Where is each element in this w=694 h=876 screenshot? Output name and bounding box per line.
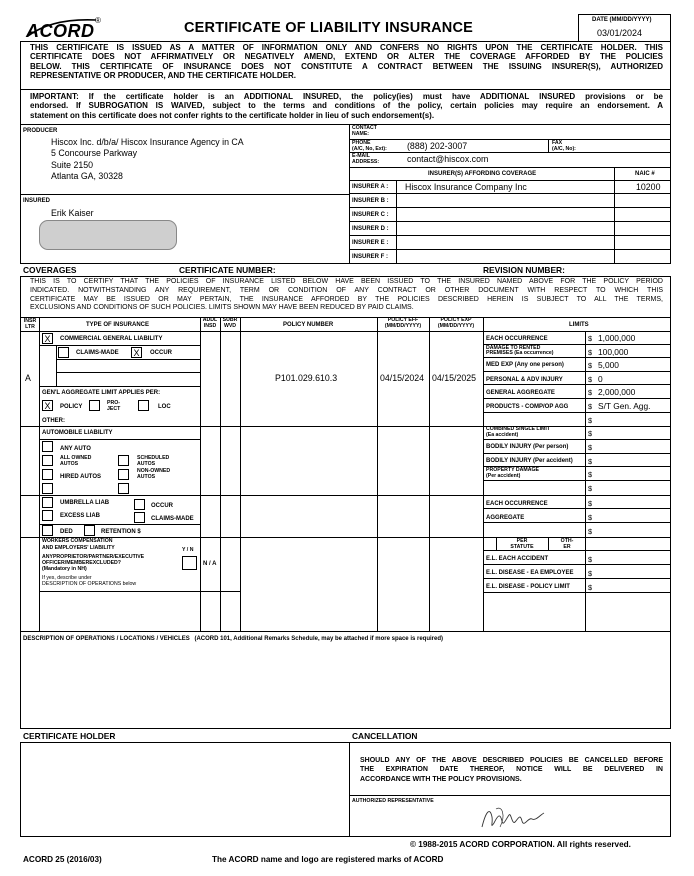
- umbrella-occur-label: OCCUR: [151, 503, 173, 509]
- date-label: DATE (MM/DD/YYYY): [592, 17, 652, 23]
- col-subr-wvd: SUBR WVD: [222, 317, 238, 329]
- acord-logo-text: ACORD: [26, 21, 95, 41]
- ded-label: DED: [60, 529, 73, 535]
- contact-phone-value: (888) 202-3007: [407, 141, 468, 151]
- gl-policy-eff: 04/15/2024: [380, 373, 425, 383]
- limit-personal-adv: PERSONAL & ADV INJURY $ 0: [483, 372, 671, 386]
- other-label: OTHER:: [42, 418, 65, 424]
- workers-describe-note: If yes, describe under DESCRIPTION OF OPERATIONS below: [42, 575, 137, 587]
- col-policy-number: POLICY NUMBER: [283, 322, 334, 328]
- gl-limits: [483, 331, 671, 426]
- claims-made-checkbox[interactable]: [58, 347, 69, 358]
- all-owned-checkbox[interactable]: [42, 455, 53, 466]
- description-box: [20, 631, 671, 729]
- cgl-checkbox[interactable]: X: [42, 333, 53, 344]
- col-policy-eff: POLICY EFF (MM/DD/YYYY): [384, 317, 422, 329]
- cancellation-text: SHOULD ANY OF THE ABOVE DESCRIBED POLICIES BE CANCELLED BEFORE THE EXPIRATION DATE THEREOF, NOTICE WILL BE DELIVERED IN ACCORDANCE WITH THE POLICY PROVISIONS.: [360, 757, 663, 783]
- hired-autos-label: HIRED AUTOS: [60, 474, 102, 480]
- policy-label: POLICY: [60, 404, 83, 410]
- limit-damage-rented: DAMAGE TO RENTED PREMISES (Ea occurrence) $ 100,000: [483, 345, 671, 359]
- insured-label: INSURED: [23, 198, 51, 204]
- insurer-row-e: INSURER E :: [349, 236, 671, 250]
- col-addl-insd: ADDL INSD: [202, 317, 218, 329]
- workers-excluded-checkbox[interactable]: [182, 556, 197, 570]
- scheduled-checkbox[interactable]: [118, 455, 129, 466]
- notice-text: THIS CERTIFICATE IS ISSUED AS A MATTER OF INFORMATION ONLY AND CONFERS NO RIGHTS UPON THE CERTIFICATE HOLDER. THIS CERTIFICATE DOES NOT AFFIRMATIVELY OR NEGATIVELY AMEND, EXTEND OR ALTER THE COVERAGE AFFORDED BY THE POLICIES BELOW. THIS CERTIFICATE OF INSURANCE DOES NOT CONSTITUTE A CONTRACT BETWEEN THE ISSUING INSURER(S), AUTHORIZED REPRESENTATIVE OR PRODUCER, AND THE CERTIFICATE HOLDER.: [30, 43, 663, 81]
- limit-umbrella-aggregate: AGGREGATE $: [483, 509, 671, 523]
- limit-umbrella-each-occurrence: EACH OCCURRENCE $: [483, 495, 671, 509]
- umbrella-label: UMBRELLA LIAB: [60, 500, 110, 506]
- insurer-row-f: INSURER F :: [352, 254, 388, 260]
- limit-med-exp: MED EXP (Any one person) $ 5,000: [483, 358, 671, 372]
- workers-na: N / A: [203, 561, 217, 567]
- certificate-holder-label: CERTIFICATE HOLDER: [23, 731, 116, 741]
- insurer-row-a: INSURER A : Hiscox Insurance Company Inc 10200: [349, 180, 671, 194]
- acord-logo: [22, 14, 102, 44]
- limit-property-damage: PROPERTY DAMAGE (Per accident) $: [483, 467, 671, 481]
- coverages-certify-text: THIS IS TO CERTIFY THAT THE POLICIES OF INSURANCE LISTED BELOW HAVE BEEN ISSUED TO THE INSURED NAMED ABOVE FOR THE POLICY PERIOD INDICATED. NOTWITHSTANDING ANY REQUIREMENT, TERM OR CONDITION OF ANY CONTRACT OR OTHER DOCUMENT WITH RESPECT TO WHICH THIS CERTIFICATE MAY BE ISSUED OR MAY PERTAIN, THE INSURANCE AFFORDED BY THE POLICIES DESCRIBED HEREIN IS SUBJECT TO ALL THE TERMS, EXCLUSIONS AND CONDITIONS OF SUCH POLICIES. LIMITS SHOWN MAY HAVE BEEN REDUCED BY PAID CLAIMS.: [30, 278, 663, 312]
- revision-number-label: REVISION NUMBER:: [483, 265, 565, 275]
- claims-made-label: CLAIMS-MADE: [76, 350, 119, 356]
- any-auto-label: ANY AUTO: [60, 446, 91, 452]
- retention-checkbox[interactable]: [84, 525, 95, 536]
- umbrella-checkbox[interactable]: [42, 497, 53, 508]
- limit-el-each-accident: E.L. EACH ACCIDENT $: [483, 551, 671, 565]
- insured-name: Erik Kaiser: [51, 208, 94, 218]
- limit-general-aggregate: GENERAL AGGREGATE $ 2,000,000: [483, 385, 671, 399]
- insurer-row-d: INSURER D :: [349, 222, 671, 236]
- trademark: The ACORD name and logo are registered marks of ACORD: [212, 855, 444, 864]
- workers-officer-question: ANYPROPRIETOR/PARTNER/EXECUTIVE OFFICER/MEMBEREXCLUDED? (Mandatory in NH): [42, 554, 145, 573]
- scheduled-label: SCHEDULED AUTOS: [137, 455, 170, 467]
- umbrella-limits: [483, 495, 671, 537]
- auto-limits: [483, 426, 671, 495]
- non-owned-checkbox[interactable]: [118, 469, 129, 480]
- policy-checkbox[interactable]: X: [42, 400, 53, 411]
- occur-label: OCCUR: [150, 350, 172, 356]
- limit-products-comp: PRODUCTS - COMP/OP AGG $ S/T Gen. Agg.: [483, 399, 671, 413]
- aggregate-applies-label: GEN'L AGGREGATE LIMIT APPLIES PER:: [42, 390, 161, 396]
- contact-fax-label: FAX (A/C, No):: [552, 140, 576, 152]
- auto-blank-checkbox-1[interactable]: [42, 483, 53, 494]
- non-owned-label: NON-OWNED AUTOS: [137, 468, 171, 480]
- contact-name-label: CONTACT NAME:: [352, 125, 377, 137]
- loc-label: LOC: [158, 404, 171, 410]
- loc-checkbox[interactable]: [138, 400, 149, 411]
- limit-el-disease-policy: E.L. DISEASE - POLICY LIMIT $: [483, 579, 671, 593]
- project-checkbox[interactable]: [89, 400, 100, 411]
- insured-address-redacted: [39, 220, 177, 250]
- producer-address: Hiscox Inc. d/b/a/ Hiscox Insurance Agency in CA 5 Concourse Parkway Suite 2150 Atlanta GA, 30328: [51, 137, 244, 181]
- date-value: 03/01/2024: [597, 28, 643, 38]
- workers-limits: [483, 537, 671, 593]
- any-auto-checkbox[interactable]: [42, 441, 53, 452]
- contact-email-label: E-MAIL ADDRESS:: [352, 153, 380, 165]
- limit-each-occurrence: EACH OCCURRENCE $ 1,000,000: [483, 331, 671, 345]
- auto-liability-label: AUTOMOBILE LIABILITY: [42, 430, 113, 436]
- insurers-header: INSURER(S) AFFORDING COVERAGE: [428, 171, 537, 177]
- limit-el-disease-employee: E.L. DISEASE - EA EMPLOYEE $: [483, 565, 671, 579]
- col-insr-ltr: INSR LTR: [23, 318, 37, 330]
- description-label: DESCRIPTION OF OPERATIONS / LOCATIONS / VEHICLES (ACORD 101, Additional Remarks Schedule, may be attached if more space is required): [23, 636, 443, 642]
- limit-bi-accident: BODILY INJURY (Per accident) $: [483, 454, 671, 468]
- important-text: IMPORTANT: If the certificate holder is an ADDITIONAL INSURED, the policy(ies) must have ADDITIONAL INSURED provisions or be endorsed. If SUBROGATION IS WAIVED, subject to the terms and conditions of the policy, certain policies may require an endorsement. A statement on this certificate does not confer rights to the certificate holder in lieu of such endorsement(s).: [30, 92, 663, 120]
- insurer-a-naic: 10200: [636, 182, 661, 192]
- umbrella-claims-made-label: CLAIMS-MADE: [151, 516, 194, 522]
- registered-mark: ®: [95, 16, 101, 25]
- naic-header: NAIC #: [635, 171, 655, 177]
- retention-label: RETENTION $: [101, 529, 141, 535]
- coverages-label: COVERAGES: [23, 265, 77, 275]
- gl-policy-number: P101.029.610.3: [275, 373, 338, 383]
- producer-label: PRODUCER: [23, 128, 58, 134]
- auto-blank-checkbox-2[interactable]: [118, 483, 129, 494]
- gl-policy-exp: 04/15/2025: [432, 373, 477, 383]
- limit-combined-single: COMBINED SINGLE LIMIT (Ea accident) $: [483, 426, 671, 440]
- cancellation-label: CANCELLATION: [352, 731, 418, 741]
- col-limits: LIMITS: [569, 322, 589, 328]
- limit-gl-blank: $: [588, 415, 593, 425]
- col-policy-exp: POLICY EXP (MM/DD/YYYY): [437, 317, 475, 329]
- insurer-row-b: INSURER B :: [349, 194, 671, 208]
- workers-comp-title: WORKERS COMPENSATION AND EMPLOYERS' LIABILITY: [42, 538, 115, 551]
- col-type-of-insurance: TYPE OF INSURANCE: [86, 322, 150, 328]
- page-title: CERTIFICATE OF LIABILITY INSURANCE: [184, 20, 474, 36]
- cgl-label: COMMERCIAL GENERAL LIABILITY: [60, 336, 163, 342]
- insurer-rows: [349, 180, 671, 264]
- statute-row: PER STATUTE OTH- ER: [483, 537, 671, 551]
- excess-label: EXCESS LIAB: [60, 513, 101, 519]
- occur-checkbox[interactable]: X: [131, 347, 142, 358]
- contact-email-value: contact@hiscox.com: [407, 154, 489, 164]
- hired-autos-checkbox[interactable]: [42, 469, 53, 480]
- gl-insurer-letter: A: [25, 373, 31, 383]
- form-id: ACORD 25 (2016/03): [23, 855, 102, 864]
- all-owned-label: ALL OWNED AUTOS: [60, 455, 92, 467]
- limit-auto-blank: $: [588, 484, 593, 494]
- project-label: PRO- JECT: [107, 400, 121, 412]
- signature-icon: [478, 801, 548, 835]
- copyright: © 1988-2015 ACORD CORPORATION. All rights reserved.: [410, 840, 631, 849]
- umbrella-claims-made-checkbox[interactable]: [134, 512, 145, 523]
- limit-umbrella-blank: $: [588, 527, 593, 536]
- limit-bi-person: BODILY INJURY (Per person) $: [483, 440, 671, 454]
- contact-phone-label: PHONE (A/C, No, Ext):: [352, 140, 387, 152]
- insurer-a-name: Hiscox Insurance Company Inc: [405, 182, 527, 192]
- authorized-representative-label: AUTHORIZED REPRESENTATIVE: [352, 798, 434, 804]
- certificate-number-label: CERTIFICATE NUMBER:: [179, 265, 276, 275]
- ded-checkbox[interactable]: [42, 525, 53, 536]
- umbrella-occur-checkbox[interactable]: [134, 499, 145, 510]
- excess-checkbox[interactable]: [42, 510, 53, 521]
- insurer-row-c: INSURER C :: [349, 208, 671, 222]
- workers-yn: Y / N: [182, 547, 194, 553]
